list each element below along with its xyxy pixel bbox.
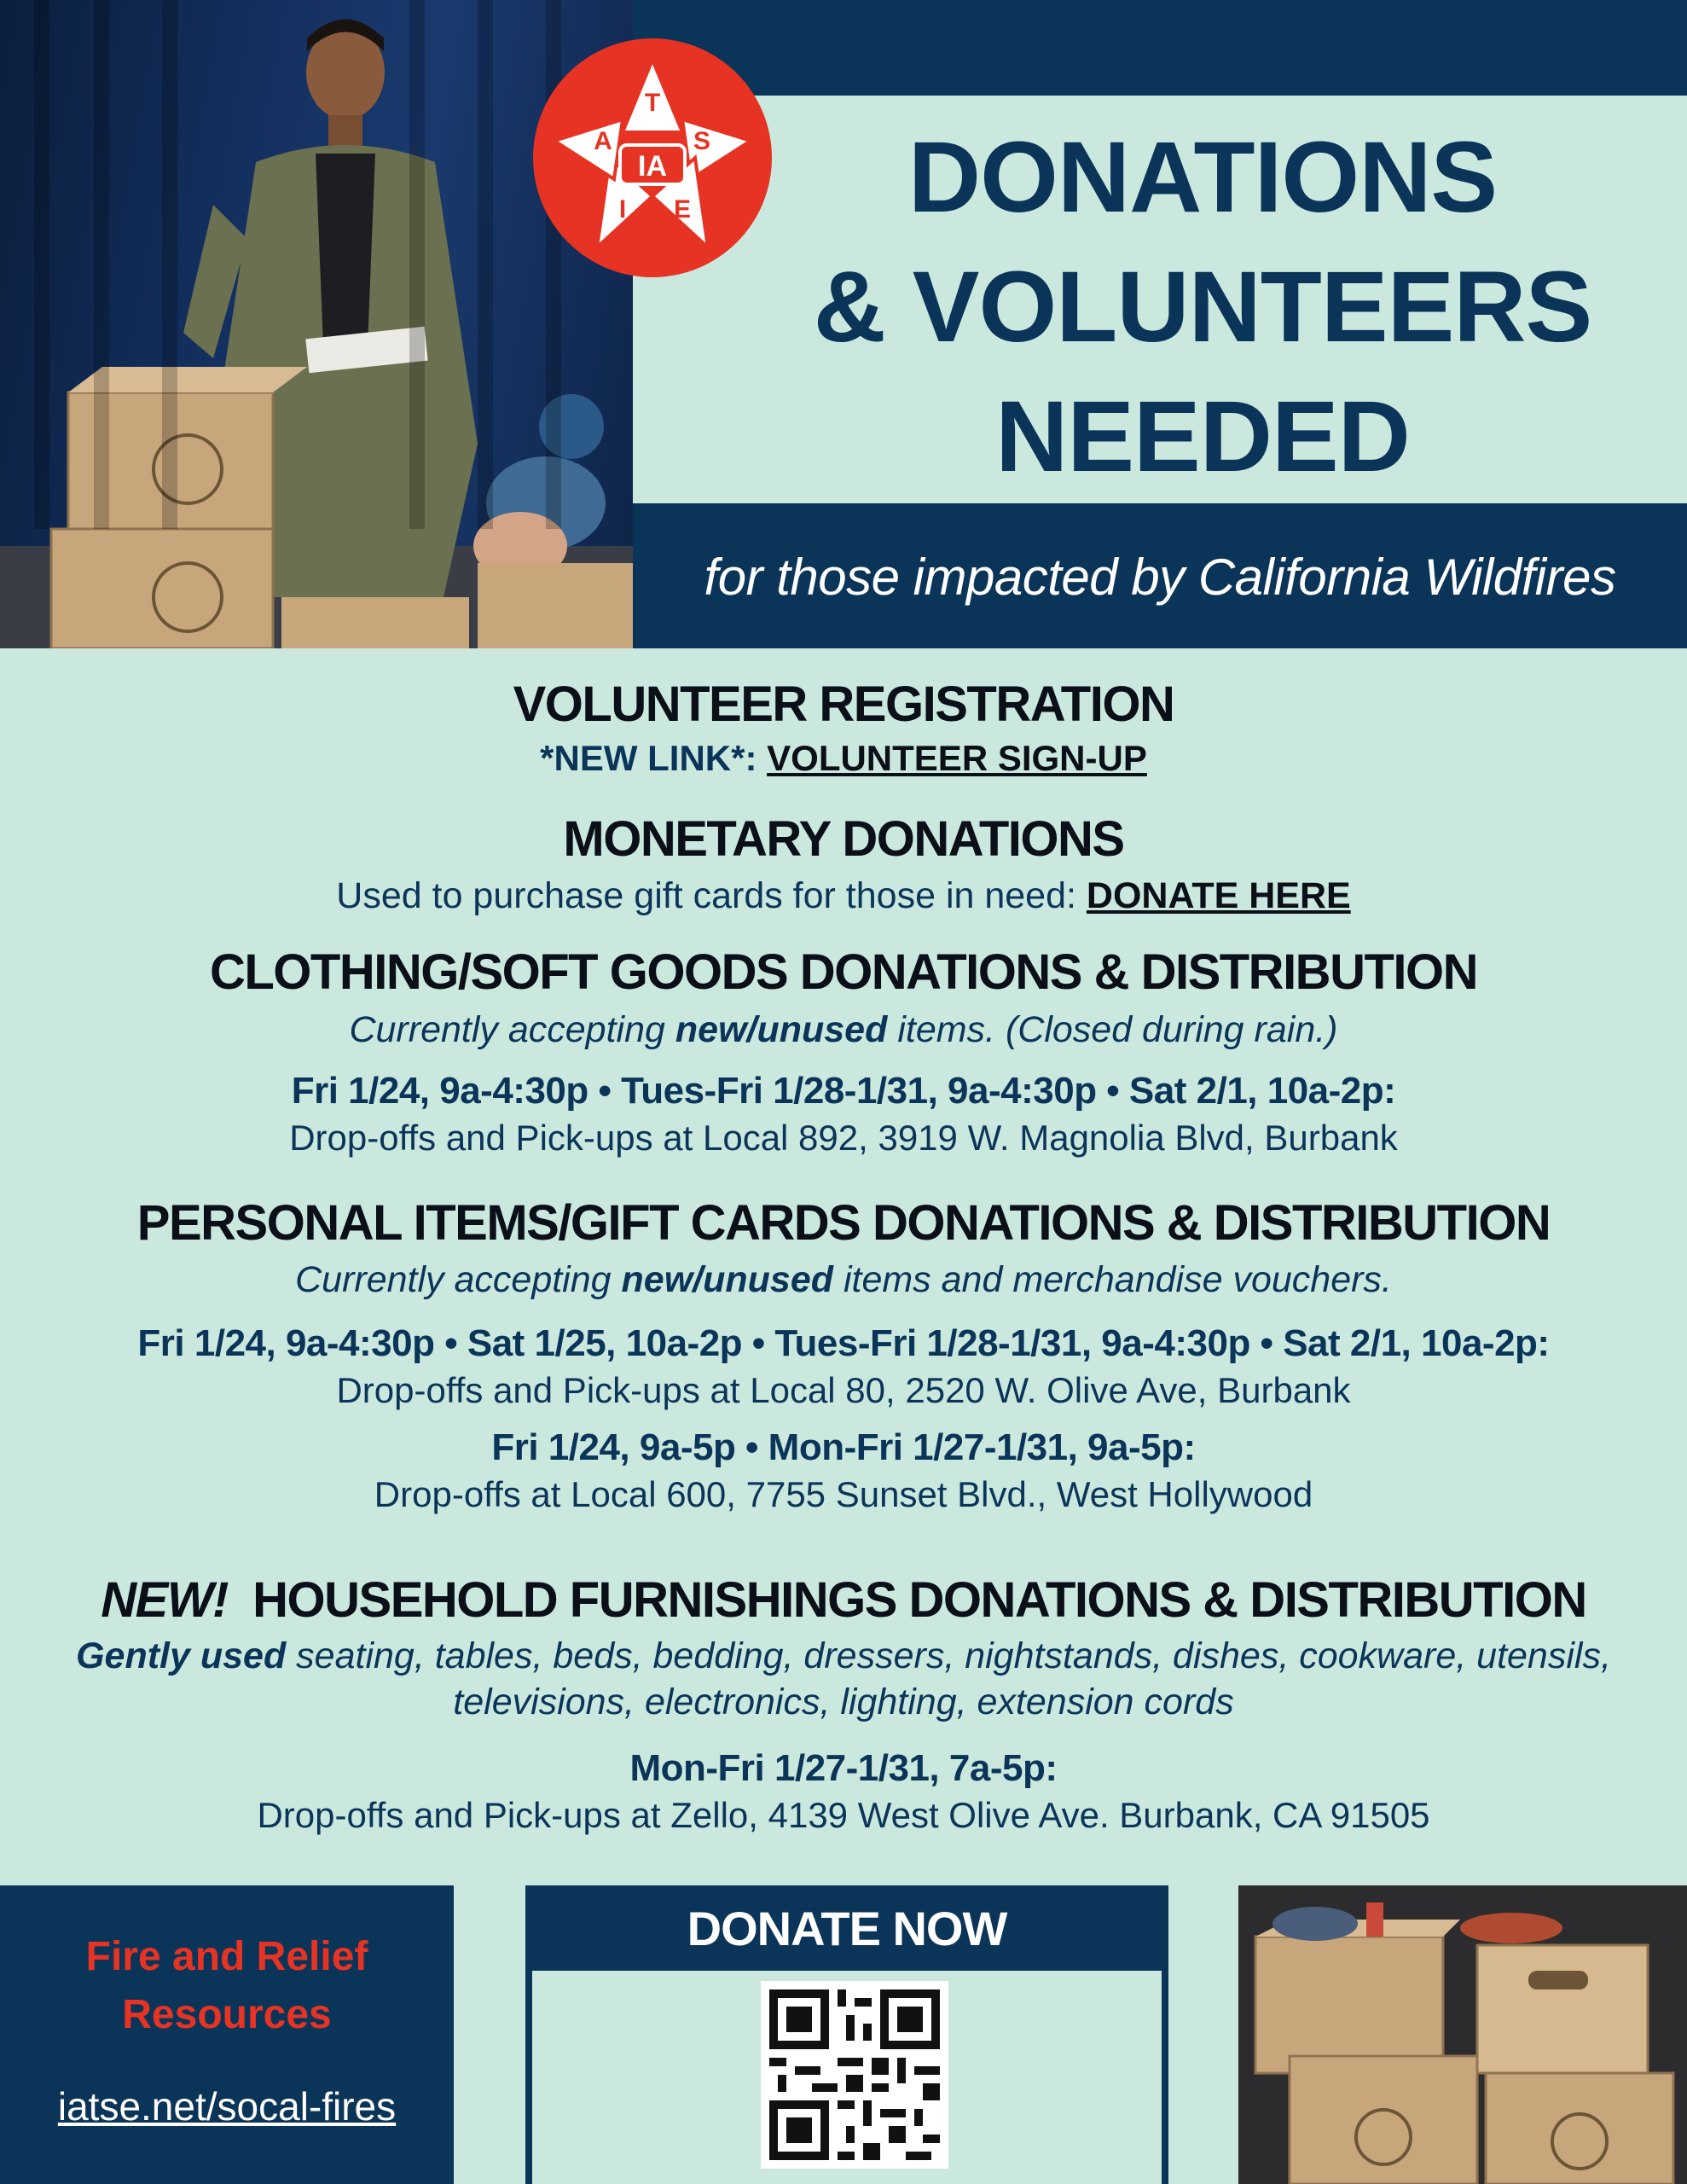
personal-items-section <box>0 1191 1687 1517</box>
personal-items-note: Currently accepting new/unused items and merchandise vouchers. <box>295 1259 1392 1300</box>
clothing-heading: CLOTHING/SOFT GOODS DONATIONS & DISTRIBUTION <box>209 944 1477 1000</box>
clothing-location: Drop-offs and Pick-ups at Local 892, 3919 W. Magnolia Blvd, Burbank <box>289 1118 1398 1158</box>
svg-text:IA: IA <box>638 150 667 183</box>
personal-items-schedule-1: Fri 1/24, 9a-4:30p • Sat 1/25, 10a-2p • Tues-Fri 1/28-1/31, 9a-4:30p • Sat 2/1, 10a-2p: <box>137 1322 1550 1364</box>
main-content <box>0 674 1687 1838</box>
logo-letter-a: A <box>594 127 612 155</box>
donation-boxes-photo <box>1238 1885 1687 2184</box>
page-title: DONATIONS & VOLUNTEERS NEEDED <box>813 121 1592 493</box>
volunteer-heading: VOLUNTEER REGISTRATION <box>513 677 1174 732</box>
donate-here-link[interactable]: DONATE HERE <box>1086 875 1351 916</box>
household-note-line-2: televisions, electronics, lighting, extension cords <box>453 1682 1234 1722</box>
household-section <box>0 1568 1687 1838</box>
new-label: NEW! <box>101 1572 228 1628</box>
iatse-logo <box>525 30 780 286</box>
logo-letter-i: I <box>618 195 627 224</box>
household-schedule: Mon-Fri 1/27-1/31, 7a-5p: <box>629 1747 1058 1789</box>
monetary-heading: MONETARY DONATIONS <box>563 811 1124 867</box>
volunteer-section <box>0 674 1687 781</box>
household-heading: NEW! HOUSEHOLD FURNISHINGS DONATIONS & DISTRIBUTION <box>101 1572 1586 1628</box>
headline-panel <box>633 96 1687 503</box>
resources-box <box>0 1885 454 2184</box>
new-link-label: *NEW LINK*: <box>540 738 757 778</box>
personal-items-heading: PERSONAL ITEMS/GIFT CARDS DONATIONS & DISTRIBUTION <box>136 1195 1551 1251</box>
household-note-line-1: Gently used seating, tables, beds, bedding, dressers, nightstands, dishes, cookware, utensils, <box>76 1635 1611 1676</box>
household-location: Drop-offs and Pick-ups at Zello, 4139 West Olive Ave. Burbank, CA 91505 <box>257 1795 1430 1835</box>
tagline-banner <box>633 503 1687 648</box>
monetary-section <box>0 807 1687 920</box>
logo-letter-t: T <box>644 89 661 117</box>
qr-panel <box>532 1971 1162 2184</box>
donate-now-box <box>525 1885 1168 2184</box>
personal-items-location-1: Drop-offs and Pick-ups at Local 80, 2520 W. Olive Ave, Burbank <box>336 1370 1351 1410</box>
top-banner-bar <box>633 0 1687 96</box>
clothing-note: Currently accepting new/unused items. (Closed during rain.) <box>349 1009 1338 1050</box>
volunteer-signup-link[interactable]: VOLUNTEER SIGN-UP <box>767 738 1147 778</box>
monetary-description: Used to purchase gift cards for those in need: <box>336 875 1076 916</box>
personal-items-location-2: Drop-offs at Local 600, 7755 Sunset Blvd., West Hollywood <box>374 1474 1313 1514</box>
clothing-schedule: Fri 1/24, 9a-4:30p • Tues-Fri 1/28-1/31, 9a-4:30p • Sat 2/1, 10a-2p: <box>291 1070 1396 1112</box>
resources-link[interactable]: iatse.net/socal-fires <box>57 2084 397 2129</box>
resources-title: Fire and Relief Resources <box>85 1934 368 2037</box>
tagline: for those impacted by California Wildfires <box>704 549 1616 606</box>
clothing-section <box>0 940 1687 1160</box>
donate-qr-code[interactable] <box>761 1981 948 2169</box>
donate-now-title: DONATE NOW <box>687 1902 1007 1955</box>
logo-letter-s: S <box>693 127 711 155</box>
personal-items-schedule-2: Fri 1/24, 9a-5p • Mon-Fri 1/27-1/31, 9a-5p: <box>491 1426 1196 1468</box>
logo-letter-e: E <box>673 195 692 224</box>
